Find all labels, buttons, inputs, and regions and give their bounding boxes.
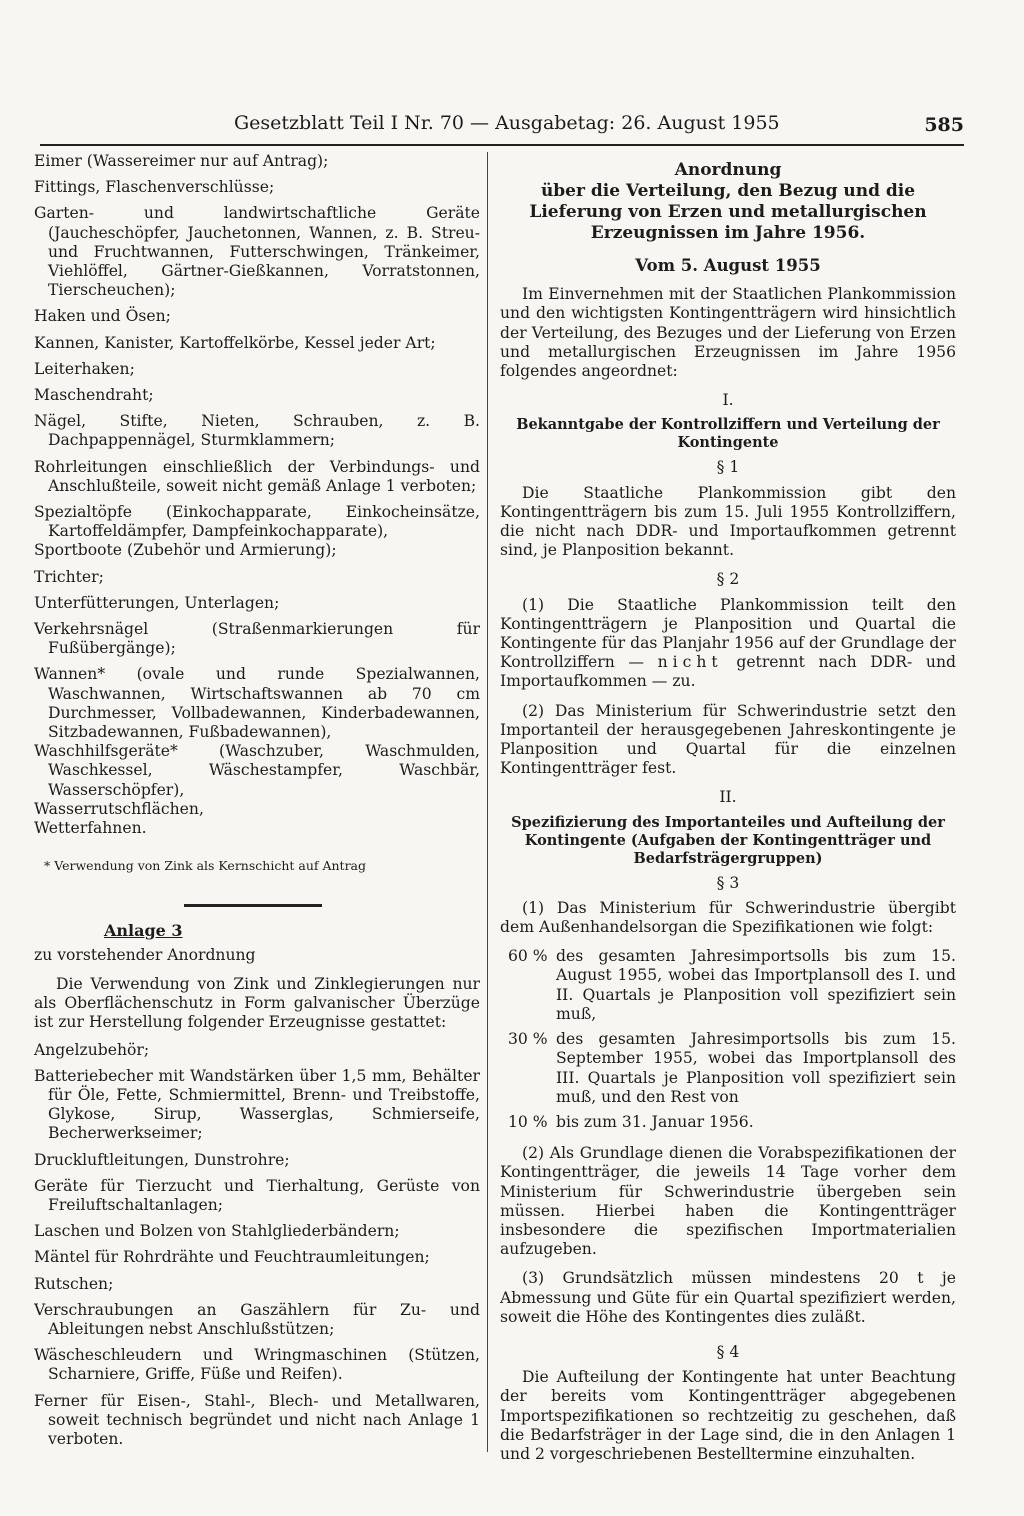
list-item: Wäscheschleudern und Wringmaschinen (Stützen, Scharniere, Griffe, Füße und Reifen).: [34, 1346, 480, 1384]
list-item: Verkehrsnägel (Straßenmarkierungen für Fußübergänge);: [34, 620, 480, 658]
paragraph-text: (3) Grundsätzlich müssen mindestens 20 t je Abmessung und Güte für ein Quartal spezifiziert werden, soweit die Höhe des Kontingentes dies zuläßt.: [500, 1269, 956, 1326]
paragraph-text: Die Staatliche Plankommission gibt den Kontingentträgern bis zum 15. Juli 1955 Kontrollziffern, die nicht nach DDR- und Importaufkommen getrennt sind, je Planposition bekannt.: [500, 483, 956, 560]
percent-label: 30 %: [508, 1030, 548, 1049]
list-item: Batteriebecher mit Wandstärken über 1,5 mm, Behälter für Öle, Fette, Schmiermittel, Brenn- und Treibstoffe, Glykose, Sirup, Wasserglas, Schmierseife, Becherwerkseimer;: [34, 1066, 480, 1143]
list-item: Eimer (Wassereimer nur auf Antrag);: [34, 152, 329, 170]
list-item: Verschraubungen an Gaszählern für Zu- und Ableitungen nebst Anschlußstützen;: [34, 1300, 480, 1338]
list-item: Trichter;: [34, 567, 104, 586]
section-heading: Spezifizierung des Importanteiles und Aufteilung der Kontingente (Aufgaben der Kontingentträger und Bedarfsträgergruppen): [511, 813, 945, 867]
page-header: [36, 112, 964, 142]
decree-intro: Im Einvernehmen mit der Staatlichen Plankommission und den wichtigsten Kontingentträgern wird hinsichtlich der Verteilung, des Bezuges und der Lieferung von Erzen und metallurgischen Erzeugnissen im Jahre 1956 folgendes angeordnet:: [500, 285, 956, 381]
paragraph-sign: § 3: [716, 873, 740, 892]
list-item: Geräte für Tierzucht und Tierhaltung, Gerüste von Freiluftschaltanlagen;: [34, 1176, 480, 1214]
list-item: Leiterhaken;: [34, 359, 135, 378]
paragraph-text: (1) Das Ministerium für Schwerindustrie übergibt dem Außenhandelsorgan die Spezifikationen wie folgt:: [500, 898, 956, 937]
list-item: Angelzubehör;: [34, 1040, 150, 1059]
list-item: Haken und Ösen;: [34, 307, 171, 326]
list-item: Rutschen;: [34, 1274, 114, 1293]
decree-subtitle: über die Verteilung, den Bezug und die Lieferung von Erzen und metallurgischen Erzeugnissen im Jahre 1956.: [529, 181, 927, 243]
footnote: * Verwendung von Zink als Kernschicht auf Antrag: [44, 858, 367, 874]
anlage-subtitle: zu vorstehender Anordnung: [34, 945, 256, 964]
paragraph-sign: § 4: [716, 1342, 740, 1361]
paragraph-text-part: (1) Die Staatliche Plankommission teilt den Kontingentträgern je Planposition und Quartal die Kontingente für das Planjahr 1956 auf der Grundlage der Kontrollziffern —: [500, 595, 956, 672]
header-rule: [40, 144, 964, 146]
anlage-intro: Die Verwendung von Zink und Zinklegierungen nur als Oberflächenschutz in Form galvanischer Überzüge ist zur Herstellung folgender Erzeugnisse gestattet:: [34, 974, 480, 1032]
list-item-text: des gesamten Jahresimportsolls bis zum 15. August 1955, wobei das Importplansoll des I. und II. Quartals je Planposition voll spezifiziert sein muß,: [556, 947, 956, 1023]
section-number: II.: [719, 788, 737, 807]
paragraph-sign: § 1: [716, 458, 740, 477]
list-item: Garten- und landwirtschaftliche Geräte (Jaucheschöpfer, Jauchetonnen, Wannen, z. B. Streu- und Fruchtwannen, Futterschwingen, Tränkeimer, Viehlöffel, Gärtner-Gießkannen, Vorratstonnen, Tierscheuchen);: [34, 204, 480, 300]
section-rule: [184, 904, 322, 907]
list-item: Spezialtöpfe (Einkochapparate, Einkocheinsätze, Kartoffeldämpfer, Dampfeinkochapparate),: [34, 503, 480, 541]
page-number: 585: [924, 114, 964, 136]
emphasis-text: nicht: [657, 653, 723, 672]
paragraph-sign: § 2: [716, 570, 740, 589]
list-item-text: bis zum 31. Januar 1956.: [556, 1112, 754, 1131]
list-item: Wasserrutschflächen,: [34, 799, 204, 818]
list-item: Druckluftleitungen, Dunstrohre;: [34, 1150, 290, 1169]
list-item: [508, 1030, 956, 1107]
paragraph-text: (2) Als Grundlage dienen die Vorabspezifikationen der Kontingentträger, die jeweils 14 Tage vorher dem Ministerium für Schwerindustrie übergeben sein müssen. Hierbei haben die Kontingentträger insbesondere die spezifischen Importmaterialien aufzugeben.: [500, 1144, 956, 1259]
section-number: I.: [722, 391, 734, 410]
right-column: [500, 160, 956, 1474]
list-item-text: des gesamten Jahresimportsolls bis zum 15. September 1955, wobei das Importplansoll des III. Quartals je Planposition voll spezifiziert sein muß, und den Rest von: [556, 1030, 956, 1106]
header-title: Gesetzblatt Teil I Nr. 70 — Ausgabetag: 26. August 1955: [234, 112, 780, 134]
list-item: Kannen, Kanister, Kartoffelkörbe, Kessel jeder Art;: [34, 333, 436, 352]
list-item: Nägel, Stifte, Nieten, Schrauben, z. B. Dachpappennägel, Sturmklammern;: [34, 412, 480, 450]
list-item: Wetterfahnen.: [34, 819, 147, 838]
list-item: Ferner für Eisen-, Stahl-, Blech- und Metallwaren, soweit technisch begründet und nicht nach Anlage 1 verboten.: [34, 1391, 480, 1448]
decree-date: Vom 5. August 1955: [635, 256, 821, 275]
percent-label: 10 %: [508, 1112, 548, 1131]
column-divider: [487, 152, 488, 1452]
left-column: [34, 152, 480, 1456]
list-item: Laschen und Bolzen von Stahlgliederbändern;: [34, 1222, 400, 1241]
percent-label: 60 %: [508, 947, 548, 966]
paragraph-text: (2) Das Ministerium für Schwerindustrie setzt den Importanteil der herausgegebenen Jahreskontingente je Planposition und Quartal für die einzelnen Kontingentträger fest.: [500, 701, 956, 778]
paragraph-text: Die Aufteilung der Kontingente hat unter Beachtung der bereits vom Kontingentträger abgegebenen Importspezifikationen so rechtzeitig zu geschehen, daß die Bedarfsträger in der Lage sind, die in den Anlagen 1 und 2 vorgeschriebenen Bestelltermine einzuhalten.: [500, 1368, 956, 1463]
anlage-title: Anlage 3: [104, 920, 183, 940]
paragraph-text-part: getrennt nach DDR- und Importaufkommen — zu.: [500, 653, 956, 691]
list-item: Maschendraht;: [34, 386, 154, 405]
list-item: Rohrleitungen einschließlich der Verbindungs- und Anschlußteile, soweit nicht gemäß Anlage 1 verboten;: [34, 457, 480, 495]
paragraph-text: [500, 596, 956, 692]
list-item: Sportboote (Zubehör und Armierung);: [34, 541, 337, 560]
list-item: Unterfütterungen, Unterlagen;: [34, 593, 280, 612]
section-heading: Bekanntgabe der Kontrollziffern und Verteilung der Kontingente: [516, 416, 940, 452]
decree-title: Anordnung: [674, 160, 782, 180]
list-item: [508, 1113, 956, 1132]
list-item: Fittings, Flaschenverschlüsse;: [34, 178, 275, 197]
list-item: Wannen* (ovale und runde Spezialwannen, Waschwannen, Wirtschaftswannen ab 70 cm Durchmesser, Vollbadewannen, Kinderbadewannen, Sitzbadewannen, Fußbadewannen),: [34, 665, 480, 742]
list-item: [508, 947, 956, 1024]
list-item: Waschhilfsgeräte* (Waschzuber, Waschmulden, Waschkessel, Wäschestampfer, Waschbär, Wasserschöpfer),: [34, 742, 480, 799]
list-item: Mäntel für Rohrdrähte und Feuchtraumleitungen;: [34, 1248, 430, 1267]
